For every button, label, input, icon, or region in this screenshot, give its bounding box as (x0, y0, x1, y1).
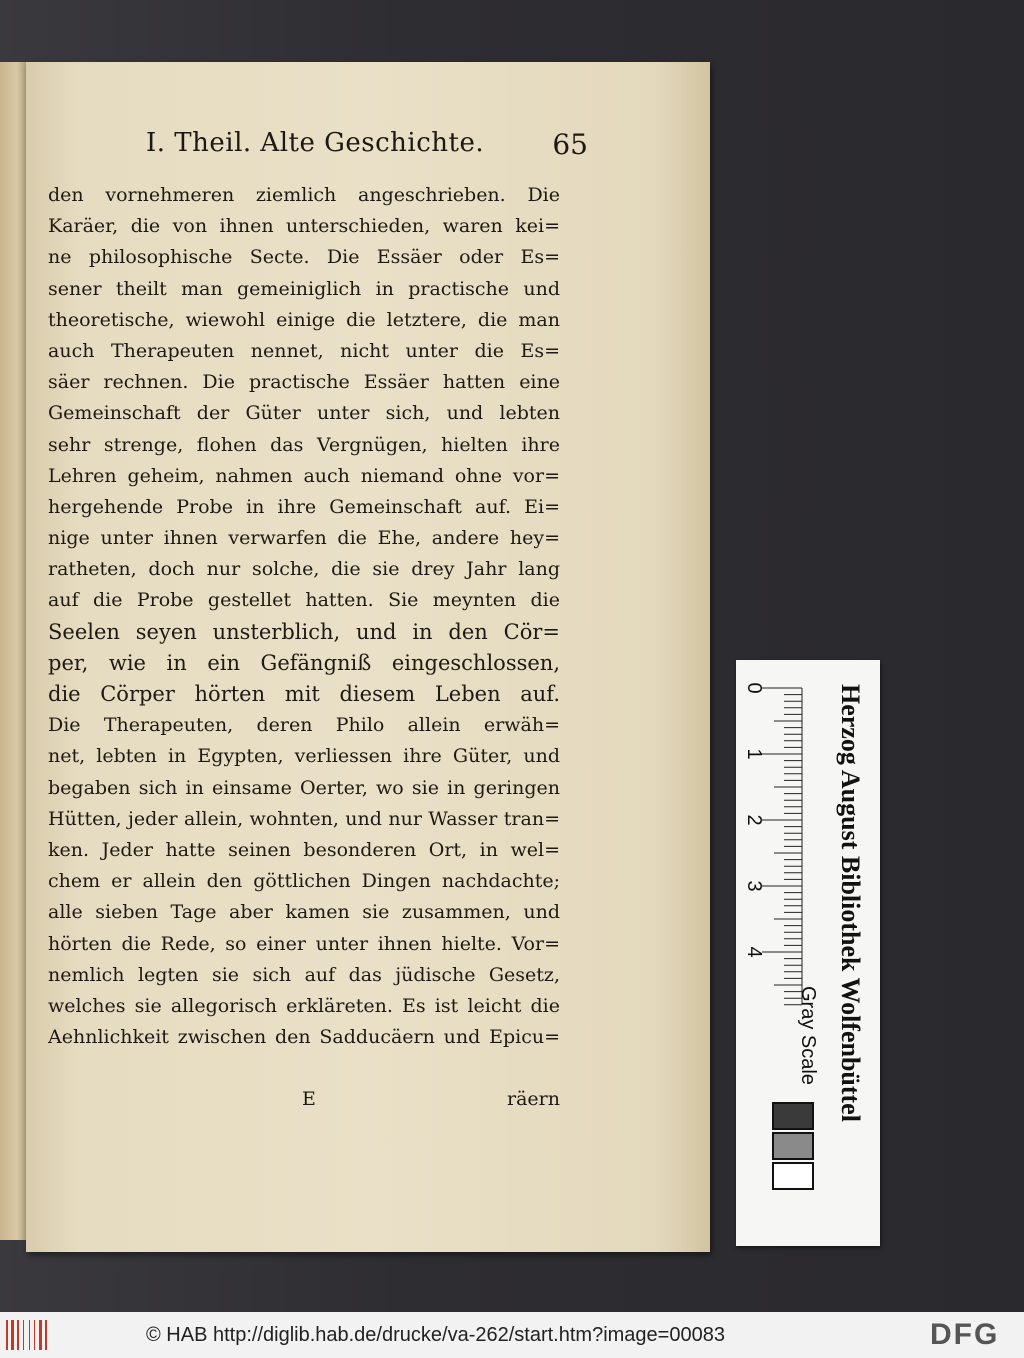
text-line: Hütten, jeder allein, wohnten, und nur Wasser tran= (48, 807, 560, 830)
text-line: Seelen seyen unsterblich, und in den Cör= (48, 619, 560, 644)
running-title: I. Theil. Alte Geschichte. (146, 128, 485, 158)
barcode-bar (17, 1320, 19, 1350)
book-page (26, 62, 710, 1252)
barcode-bar (39, 1320, 42, 1350)
text-line: Aehnlichkeit zwischen den Sadducäern und Epicu= (48, 1026, 560, 1049)
edge-mark (2, 686, 22, 698)
dfg-logo: DFG (930, 1318, 1000, 1351)
grayscale-swatch (772, 1162, 814, 1190)
page-number: 65 (552, 128, 588, 161)
barcode-bar (11, 1320, 14, 1350)
text-line: hörten die Rede, so einer unter ihnen hielte. Vor= (48, 932, 560, 955)
barcode-bar (29, 1320, 30, 1350)
body-text (48, 180, 560, 1053)
copyright-text: © HAB http://diglib.hab.de/drucke/va-262/start.htm?image=00083 (146, 1324, 725, 1346)
text-line: ratheten, doch nur solche, die sie drey Jahr lang (48, 558, 560, 581)
edge-mark (2, 1134, 22, 1146)
text-line: hergehende Probe in ihre Gemeinschaft auf. Ei= (48, 495, 560, 518)
edge-mark (2, 462, 22, 474)
text-line: sehr strenge, flohen das Vergnügen, hielten ihre (48, 433, 560, 456)
ruler-number: 1 (743, 748, 765, 760)
text-line: die Cörper hörten mit diesem Leben auf. (48, 682, 560, 706)
edge-mark (2, 1190, 22, 1202)
barcode-bar (34, 1320, 35, 1350)
ruler-number: 2 (743, 814, 765, 826)
ruler-number: 4 (743, 946, 765, 958)
barcode-bar (23, 1320, 24, 1350)
text-line: sener theilt man gemeiniglich in practische und (48, 277, 560, 300)
edge-mark (2, 1022, 22, 1034)
previous-page-edge (0, 62, 28, 1240)
text-line: ne philosophische Secte. Die Essäer oder Es= (48, 246, 560, 269)
scale-card (736, 660, 880, 1246)
text-line: säer rechnen. Die practische Essäer hatten eine (48, 371, 560, 394)
text-line: Die Therapeuten, deren Philo allein erwäh= (48, 714, 560, 737)
text-line: auf die Probe gestellet hatten. Sie meynten die (48, 589, 560, 612)
catchword: räern (507, 1088, 560, 1110)
edge-mark (2, 854, 22, 866)
text-line: nige unter ihnen verwarfen die Ehe, andere hey= (48, 527, 560, 550)
edge-mark (2, 182, 22, 194)
signature-mark: E (302, 1088, 316, 1110)
text-line: net, lebten in Egypten, verliessen ihre Güter, und (48, 745, 560, 768)
edge-mark (2, 406, 22, 418)
text-line: welches sie allegorisch erkläreten. Es ist leicht die (48, 994, 560, 1017)
edge-mark (2, 966, 22, 978)
grayscale-swatch (772, 1132, 814, 1160)
edge-mark (2, 910, 22, 922)
running-head (146, 128, 596, 168)
text-line: chem er allein den göttlichen Dingen nachdachte; (48, 870, 560, 893)
text-line: Lehren geheim, nahmen auch niemand ohne vor= (48, 464, 560, 487)
edge-mark (2, 742, 22, 754)
text-line: per, wie in ein Gefängniß eingeschlossen, (48, 650, 560, 675)
barcode-bar (6, 1320, 8, 1350)
edge-mark (2, 238, 22, 250)
ruler-number: 0 (743, 682, 765, 694)
footer-bar (0, 1312, 1024, 1358)
text-line: nemlich legten sie sich auf das jüdische Gesetz, (48, 963, 560, 986)
text-line: Karäer, die von ihnen unterschieden, waren kei= (48, 215, 560, 238)
edge-mark (2, 350, 22, 362)
edge-mark (2, 798, 22, 810)
institution-label: Herzog August Bibliothek Wolfenbüttel (836, 684, 865, 1122)
edge-mark (2, 630, 22, 642)
catchword-row (48, 1088, 560, 1118)
text-line: theoretische, wiewohl einige die letztere, die man (48, 308, 560, 331)
barcode-icon (6, 1320, 48, 1350)
text-line: alle sieben Tage aber kamen sie zusammen, und (48, 901, 560, 924)
barcode-bar (45, 1320, 47, 1350)
grayscale-swatch (772, 1102, 814, 1130)
text-line: Gemeinschaft der Güter unter sich, und lebten (48, 402, 560, 425)
ruler-number: 3 (743, 880, 765, 892)
edge-mark (2, 574, 22, 586)
text-line: den vornehmeren ziemlich angeschrieben. Die (48, 184, 560, 206)
text-line: begaben sich in einsame Oerter, wo sie in geringen (48, 776, 560, 799)
edge-mark (2, 294, 22, 306)
text-line: ken. Jeder hatte seinen besonderen Ort, in wel= (48, 838, 560, 861)
text-line: auch Therapeuten nennet, nicht unter die Es= (48, 339, 560, 362)
edge-mark (2, 1078, 22, 1090)
grayscale-label: Gray Scale (797, 986, 819, 1085)
edge-mark (2, 518, 22, 530)
